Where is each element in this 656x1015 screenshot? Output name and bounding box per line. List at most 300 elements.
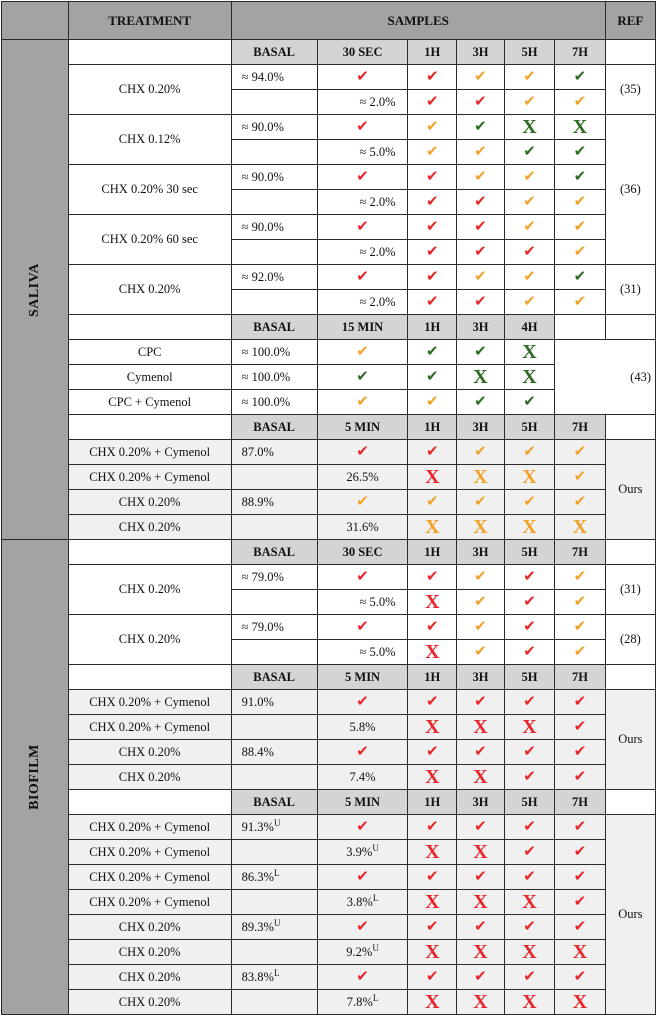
time-cell: [555, 915, 605, 940]
basal-cell: [231, 765, 317, 790]
time-cell: [555, 615, 605, 640]
table-row: [2, 990, 656, 1015]
basal-cell: [231, 190, 317, 215]
time-cell: [504, 140, 554, 165]
time-cell: [555, 690, 605, 715]
x-mark-red: X: [522, 716, 537, 738]
time-cell: [555, 140, 605, 165]
table-row: [2, 965, 656, 990]
table-row: [2, 515, 656, 540]
time-cell: [555, 565, 605, 590]
first-time-cell: [317, 765, 408, 790]
check-mark-orange: ✔: [523, 92, 536, 110]
section-treatment-blank: [68, 540, 231, 565]
header-corner: [2, 2, 69, 40]
time-cell: [555, 490, 605, 515]
basal-value: 88.4%: [241, 744, 274, 759]
x-mark-red: X: [473, 841, 488, 863]
time-cell: [457, 140, 505, 165]
reduced-value: ≈ 5.0%: [359, 144, 396, 159]
reduced-value: 5.8%: [349, 719, 376, 734]
time-cell: [555, 640, 605, 665]
time-cell: [457, 465, 505, 490]
first-time-cell: [317, 915, 408, 940]
time-cell: [408, 290, 457, 315]
check-mark-orange: ✔: [573, 292, 587, 310]
section-header-row: [2, 415, 656, 440]
section-header-cell: 3H: [457, 315, 505, 340]
first-time-cell: [317, 865, 408, 890]
check-mark-orange: ✔: [523, 67, 536, 85]
check-mark-orange: ✔: [573, 442, 587, 460]
check-mark-orange: ✔: [356, 342, 369, 360]
basal-cell: [231, 440, 317, 465]
time-cell: [555, 290, 605, 315]
basal-cell: [231, 265, 317, 290]
check-mark-red: ✔: [356, 917, 369, 935]
table-row: [2, 890, 656, 915]
table-row: [2, 865, 656, 890]
table-row: [2, 465, 656, 490]
basal-cell: [231, 340, 317, 365]
check-mark-orange: ✔: [573, 217, 587, 235]
x-mark-green: X: [522, 366, 537, 388]
time-cell: [408, 615, 457, 640]
x-mark-red: X: [425, 466, 440, 488]
check-mark-orange: ✔: [573, 492, 587, 510]
reduced-value: ≈ 5.0%: [359, 644, 396, 659]
section-header-cell: BASAL: [231, 415, 317, 440]
table-row: [2, 840, 656, 865]
check-mark-orange: ✔: [573, 642, 587, 660]
time-cell: [457, 815, 505, 840]
check-mark-red: ✔: [523, 567, 536, 585]
basal-cell: [231, 940, 317, 965]
check-mark-orange: ✔: [573, 592, 587, 610]
time-cell: [408, 815, 457, 840]
basal-cell: [231, 915, 317, 940]
check-mark-orange: ✔: [474, 142, 487, 160]
basal-value: 87.0%: [241, 444, 274, 459]
check-mark-red: ✔: [474, 292, 487, 310]
time-cell: [504, 840, 554, 865]
check-mark-orange: ✔: [426, 392, 439, 410]
check-mark-red: ✔: [356, 617, 369, 635]
section-header-cell: BASAL: [231, 315, 317, 340]
table-row: [2, 490, 656, 515]
treatment-cell: CPC + Cymenol: [68, 390, 231, 415]
check-mark-red: ✔: [426, 917, 439, 935]
section-ref-blank: [605, 40, 655, 65]
time-cell: [504, 215, 554, 240]
time-cell: [408, 940, 457, 965]
check-mark-red: ✔: [573, 717, 587, 735]
time-cell: [504, 465, 554, 490]
check-mark-red: ✔: [573, 967, 587, 985]
section-ref-blank: [605, 540, 655, 565]
table-row: [2, 940, 656, 965]
x-mark-orange: X: [425, 516, 440, 538]
x-mark-red: X: [425, 941, 440, 963]
check-mark-red: ✔: [356, 117, 369, 135]
first-time-cell: [317, 440, 408, 465]
check-mark-orange: ✔: [426, 117, 439, 135]
check-mark-red: ✔: [573, 917, 587, 935]
table-row: [2, 765, 656, 790]
x-mark-orange: X: [473, 466, 488, 488]
time-cell: [408, 915, 457, 940]
time-cell: [408, 365, 457, 390]
time-cell: [457, 590, 505, 615]
section-header-cell: 1H: [408, 415, 457, 440]
check-mark-green: ✔: [474, 392, 487, 410]
x-mark-red: X: [473, 766, 488, 788]
check-mark-green: ✔: [426, 367, 439, 385]
time-cell: [457, 965, 505, 990]
section-ref-blank: [605, 315, 655, 340]
reduced-value: ≈ 2.0%: [359, 194, 396, 209]
check-mark-red: ✔: [523, 617, 536, 635]
x-mark-red: X: [425, 716, 440, 738]
treatment-cell: CHX 0.20%: [68, 65, 231, 115]
check-mark-red: ✔: [356, 567, 369, 585]
time-cell: [457, 740, 505, 765]
check-mark-red: ✔: [356, 817, 369, 835]
check-mark-red: ✔: [426, 267, 439, 285]
check-mark-green: ✔: [573, 67, 587, 85]
basal-cell: [231, 840, 317, 865]
time-cell: [555, 190, 605, 215]
time-cell: [457, 215, 505, 240]
time-cell: [555, 240, 605, 265]
check-mark-red: ✔: [426, 442, 439, 460]
section-header-cell: 5H: [504, 415, 554, 440]
reference-cell: (36): [605, 115, 655, 265]
check-mark-orange: ✔: [573, 617, 587, 635]
check-mark-red: ✔: [426, 67, 439, 85]
section-header-cell: BASAL: [231, 540, 317, 565]
check-mark-red: ✔: [523, 642, 536, 660]
table-row: [2, 565, 656, 590]
check-mark-orange: ✔: [474, 592, 487, 610]
time-cell: [555, 740, 605, 765]
time-cell: [457, 890, 505, 915]
time-cell: [555, 815, 605, 840]
table-row: [2, 615, 656, 640]
time-cell: [504, 640, 554, 665]
reduced-value: 7.8%: [346, 995, 373, 1010]
time-cell: [555, 940, 605, 965]
table-row: [2, 115, 656, 140]
section-header-cell: 3H: [457, 40, 505, 65]
time-cell: [504, 890, 554, 915]
reference-cell: (28): [605, 615, 655, 665]
check-mark-orange: ✔: [523, 492, 536, 510]
check-mark-orange: ✔: [573, 567, 587, 585]
time-cell: [555, 840, 605, 865]
time-cell: [408, 340, 457, 365]
section-header-cell: 7H: [555, 665, 605, 690]
check-mark-green: ✔: [356, 367, 369, 385]
basal-cell: [231, 140, 317, 165]
check-mark-red: ✔: [523, 242, 536, 260]
time-cell: [504, 965, 554, 990]
check-mark-red: ✔: [356, 742, 369, 760]
reduced-value: 9.2%: [346, 945, 373, 960]
check-mark-red: ✔: [523, 592, 536, 610]
check-mark-red: ✔: [573, 742, 587, 760]
time-cell: [408, 240, 457, 265]
time-cell: [408, 965, 457, 990]
x-mark-red: X: [522, 891, 537, 913]
section-treatment-blank: [68, 790, 231, 815]
header-samples: SAMPLES: [231, 2, 605, 40]
section-header-cell: 4H: [504, 315, 554, 340]
reduced-value: ≈ 2.0%: [359, 94, 396, 109]
time-cell: [408, 515, 457, 540]
time-cell: [408, 140, 457, 165]
check-mark-red: ✔: [426, 567, 439, 585]
x-mark-green: X: [572, 116, 588, 138]
basal-value: ≈ 79.0%: [241, 569, 284, 584]
time-cell: [457, 840, 505, 865]
time-cell: [504, 590, 554, 615]
section-header-cell: 30 SEC: [317, 540, 408, 565]
basal-value: ≈ 79.0%: [241, 619, 284, 634]
check-mark-green: ✔: [474, 117, 487, 135]
x-mark-red: X: [473, 991, 488, 1013]
check-mark-red: ✔: [523, 767, 536, 785]
section-header-cell: 7H: [555, 540, 605, 565]
x-mark-red: X: [473, 891, 488, 913]
section-header-cell: BASAL: [231, 40, 317, 65]
first-time-cell: [317, 465, 408, 490]
basal-value: 83.8%: [241, 970, 274, 985]
first-time-cell: [317, 290, 408, 315]
table-row: [2, 65, 656, 90]
table-row: [2, 440, 656, 465]
treatment-cell: CHX 0.20% + Cymenol: [68, 815, 231, 840]
header-row: [2, 2, 656, 40]
time-cell: [504, 165, 554, 190]
section-header-cell: 7H: [555, 40, 605, 65]
time-cell: [457, 615, 505, 640]
first-time-cell: [317, 90, 408, 115]
basal-value: ≈ 100.0%: [241, 394, 291, 409]
treatment-cell: CHX 0.20%: [68, 915, 231, 940]
section-header-cell: 1H: [408, 540, 457, 565]
time-cell: [408, 490, 457, 515]
check-mark-green: ✔: [426, 342, 439, 360]
time-cell: [457, 390, 505, 415]
treatment-cell: CHX 0.20%: [68, 990, 231, 1015]
section-header-cell: 30 SEC: [317, 40, 408, 65]
time-cell: [408, 640, 457, 665]
x-mark-red: X: [425, 591, 440, 613]
time-cell: [504, 490, 554, 515]
reference-cell: Ours: [605, 690, 655, 790]
time-cell: [504, 915, 554, 940]
table-row: [2, 215, 656, 240]
check-mark-red: ✔: [573, 867, 587, 885]
x-mark-red: X: [473, 716, 488, 738]
time-cell: [408, 840, 457, 865]
check-mark-red: ✔: [356, 867, 369, 885]
table-row: [2, 740, 656, 765]
time-cell: [457, 690, 505, 715]
check-mark-orange: ✔: [573, 192, 587, 210]
reference-cell: (31): [605, 265, 655, 315]
check-mark-red: ✔: [474, 217, 487, 235]
section-header-cell: 1H: [408, 315, 457, 340]
time-cell: [555, 215, 605, 240]
treatment-cell: CHX 0.20%: [68, 615, 231, 665]
reference-cell: (35): [605, 65, 655, 115]
time-cell: [504, 390, 554, 415]
time-cell: [555, 65, 605, 90]
first-time-cell: [317, 590, 408, 615]
time-cell: [504, 240, 554, 265]
first-time-cell: [317, 515, 408, 540]
first-time-cell: [317, 165, 408, 190]
check-mark-orange: ✔: [523, 267, 536, 285]
section-header-row: [2, 540, 656, 565]
treatment-cell: Cymenol: [68, 365, 231, 390]
group-label-biofilm: [2, 540, 69, 1015]
check-mark-green: ✔: [573, 167, 587, 185]
first-time-cell: [317, 640, 408, 665]
time-cell: [408, 690, 457, 715]
time-cell: [408, 165, 457, 190]
section-header-cell: 5 MIN: [317, 790, 408, 815]
table-row: [2, 815, 656, 840]
treatment-cell: CHX 0.20%: [68, 740, 231, 765]
time-cell: [555, 115, 605, 140]
time-cell: [457, 365, 505, 390]
check-mark-orange: ✔: [474, 492, 487, 510]
check-mark-orange: ✔: [474, 617, 487, 635]
basal-cell: [231, 290, 317, 315]
basal-cell: [231, 240, 317, 265]
check-mark-red: ✔: [573, 842, 587, 860]
section-treatment-blank: [68, 415, 231, 440]
check-mark-green: ✔: [523, 392, 536, 410]
check-mark-red: ✔: [523, 692, 536, 710]
reference-cell: (43): [555, 340, 656, 415]
check-mark-red: ✔: [426, 192, 439, 210]
basal-cell: [231, 165, 317, 190]
section-header-row: [2, 665, 656, 690]
header-ref: REF: [605, 2, 655, 40]
first-time-cell: [317, 490, 408, 515]
section-header-cell: BASAL: [231, 790, 317, 815]
check-mark-red: ✔: [426, 92, 439, 110]
time-cell: [457, 490, 505, 515]
time-cell: [555, 465, 605, 490]
time-cell: [408, 990, 457, 1015]
reference-cell: (31): [605, 565, 655, 615]
first-time-cell: [317, 715, 408, 740]
basal-value: 89.3%: [241, 920, 274, 935]
treatment-cell: CHX 0.20%: [68, 940, 231, 965]
first-time-cell: [317, 740, 408, 765]
section-header-cell: 7H: [555, 415, 605, 440]
time-cell: [504, 265, 554, 290]
first-time-cell: [317, 190, 408, 215]
time-cell: [504, 290, 554, 315]
check-mark-red: ✔: [426, 617, 439, 635]
basal-cell: [231, 890, 317, 915]
treatment-cell: CHX 0.20%: [68, 515, 231, 540]
x-mark-red: X: [572, 991, 588, 1013]
section-header-cell: 5 MIN: [317, 415, 408, 440]
section-header-cell: 5 MIN: [317, 665, 408, 690]
check-mark-red: ✔: [523, 742, 536, 760]
check-mark-orange: ✔: [523, 167, 536, 185]
time-cell: [408, 865, 457, 890]
first-time-cell: [317, 965, 408, 990]
time-cell: [408, 590, 457, 615]
treatment-cell: CHX 0.20% + Cymenol: [68, 890, 231, 915]
basal-cell: [231, 515, 317, 540]
x-mark-red: X: [522, 941, 537, 963]
check-mark-orange: ✔: [474, 567, 487, 585]
basal-cell: [231, 690, 317, 715]
time-cell: [555, 865, 605, 890]
time-cell: [555, 440, 605, 465]
check-mark-red: ✔: [356, 167, 369, 185]
basal-cell: [231, 365, 317, 390]
first-time-cell: [317, 990, 408, 1015]
section-header-cell: 5H: [504, 540, 554, 565]
basal-cell: [231, 990, 317, 1015]
check-mark-orange: ✔: [573, 242, 587, 260]
first-time-cell: [317, 690, 408, 715]
check-mark-green: ✔: [474, 342, 487, 360]
time-cell: [504, 940, 554, 965]
time-cell: [457, 115, 505, 140]
table-row: [2, 165, 656, 190]
check-mark-orange: ✔: [523, 217, 536, 235]
basal-cell: [231, 565, 317, 590]
check-mark-red: ✔: [474, 242, 487, 260]
section-header-row: [2, 40, 656, 65]
check-mark-red: ✔: [523, 967, 536, 985]
check-mark-red: ✔: [474, 917, 487, 935]
section-header-cell: 5H: [504, 40, 554, 65]
reduced-superscript: U: [372, 943, 379, 954]
treatment-cell: CHX 0.20% + Cymenol: [68, 465, 231, 490]
time-cell: [504, 990, 554, 1015]
time-cell: [555, 965, 605, 990]
section-header-cell: 3H: [457, 665, 505, 690]
basal-cell: [231, 965, 317, 990]
reduced-value: ≈ 5.0%: [359, 594, 396, 609]
check-mark-red: ✔: [426, 292, 439, 310]
first-time-cell: [317, 115, 408, 140]
time-cell: [555, 165, 605, 190]
x-mark-red: X: [473, 941, 488, 963]
first-time-cell: [317, 265, 408, 290]
time-cell: [457, 640, 505, 665]
section-header-cell: 1H: [408, 790, 457, 815]
check-mark-red: ✔: [474, 867, 487, 885]
basal-cell: [231, 490, 317, 515]
section-header-cell: BASAL: [231, 665, 317, 690]
time-cell: [408, 65, 457, 90]
reduced-superscript: L: [372, 893, 379, 904]
basal-value: 91.0%: [241, 694, 274, 709]
